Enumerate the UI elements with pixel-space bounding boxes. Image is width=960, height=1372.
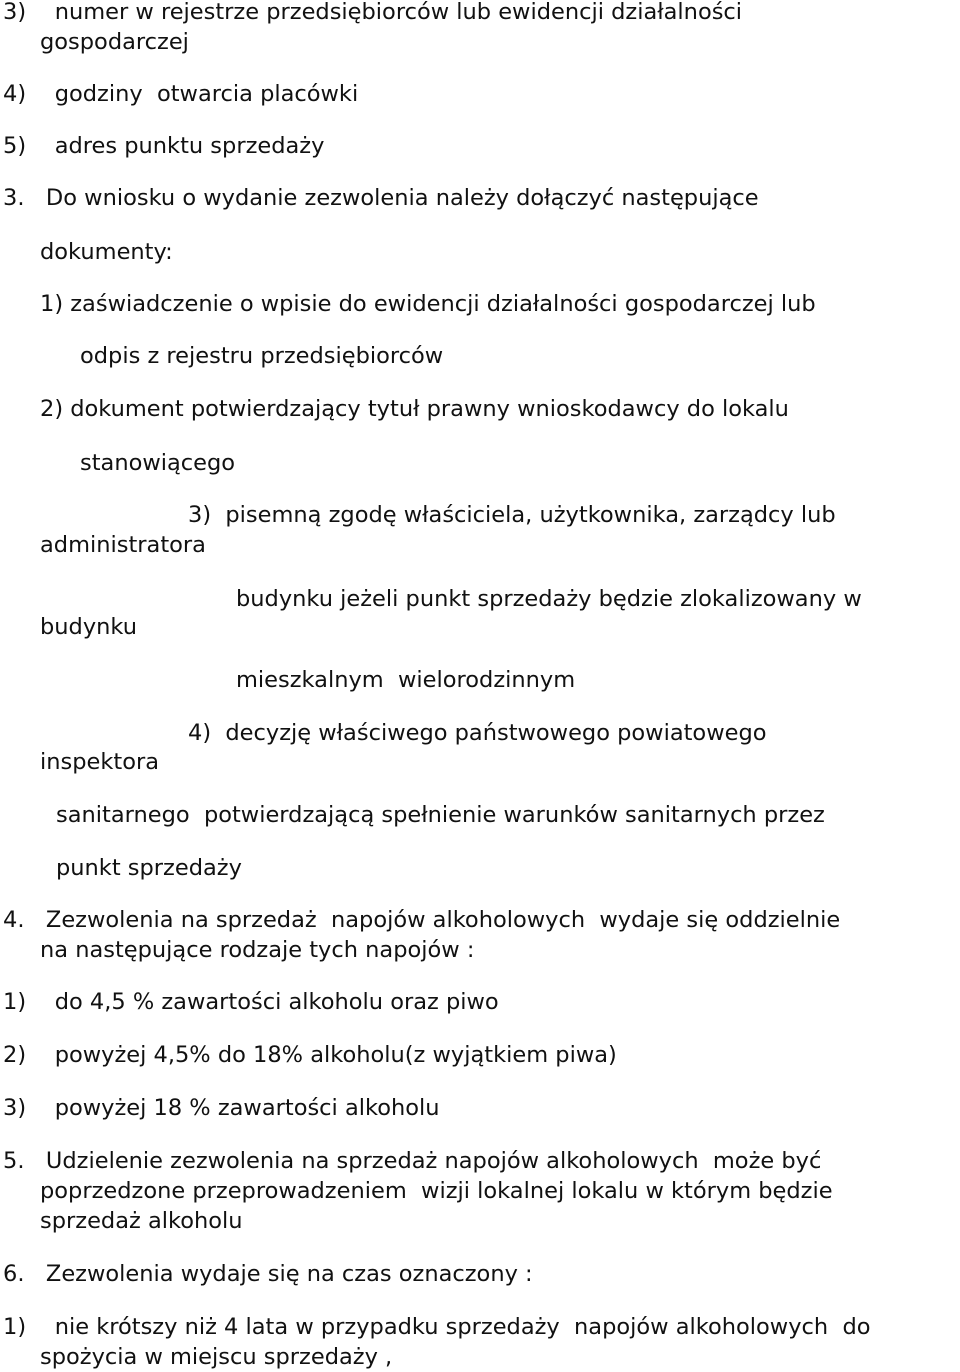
list-item-registry-number: 3) numer w rejestrze przedsiębiorców lub ewidencji działalności	[3, 0, 743, 25]
document-item-3-cont-b: budynku jeżeli punkt sprzedaży będzie zlokalizowany w	[236, 586, 862, 612]
section-3-heading-cont: dokumenty:	[40, 239, 173, 265]
list-item-opening-hours: 4) godziny otwarcia placówki	[3, 81, 359, 107]
document-item-3: 3) pisemną zgodę właściciela, użytkownika, zarządcy lub	[188, 502, 836, 528]
list-item-registry-number-cont: gospodarczej	[40, 29, 189, 55]
document-item-3-cont-c: budynku	[40, 614, 137, 640]
section-5-heading-cont-b: sprzedaż alkoholu	[40, 1208, 243, 1234]
document-item-4-cont-c: punkt sprzedaży	[56, 855, 242, 881]
document-item-3-cont-a: administratora	[40, 532, 206, 558]
section-5-heading-cont-a: poprzedzone przeprowadzeniem wizji lokalnej lokalu w którym będzie	[40, 1178, 833, 1204]
list-item-sale-address: 5) adres punktu sprzedaży	[3, 133, 325, 159]
document-item-2: 2) dokument potwierdzający tytuł prawny wnioskodawcy do lokalu	[40, 396, 789, 422]
section-4-heading-cont: na następujące rodzaje tych napojów :	[40, 937, 475, 963]
term-item-1-cont: spożycia w miejscu sprzedaży ,	[40, 1344, 393, 1370]
alcohol-type-2: 2) powyżej 4,5% do 18% alkoholu(z wyjątkiem piwa)	[3, 1042, 617, 1068]
term-item-1: 1) nie krótszy niż 4 lata w przypadku sprzedaży napojów alkoholowych do	[3, 1314, 871, 1340]
document-item-4-cont-b: sanitarnego potwierdzającą spełnienie warunków sanitarnych przez	[56, 802, 825, 828]
section-5-heading: 5. Udzielenie zezwolenia na sprzedaż napojów alkoholowych może być	[3, 1148, 822, 1174]
alcohol-type-3: 3) powyżej 18 % zawartości alkoholu	[3, 1095, 440, 1121]
section-6-heading: 6. Zezwolenia wydaje się na czas oznaczony :	[3, 1261, 533, 1287]
document-item-1-cont: odpis z rejestru przedsiębiorców	[80, 343, 444, 369]
document-item-3-cont-d: mieszkalnym wielorodzinnym	[236, 667, 576, 693]
section-4-heading: 4. Zezwolenia na sprzedaż napojów alkoholowych wydaje się oddzielnie	[3, 907, 841, 933]
document-item-1: 1) zaświadczenie o wpisie do ewidencji działalności gospodarczej lub	[40, 291, 816, 317]
document-item-4: 4) decyzję właściwego państwowego powiatowego	[188, 720, 767, 746]
document-item-4-cont-a: inspektora	[40, 749, 160, 775]
document-item-2-cont: stanowiącego	[80, 450, 236, 476]
alcohol-type-1: 1) do 4,5 % zawartości alkoholu oraz piwo	[3, 989, 499, 1015]
section-3-heading: 3. Do wniosku o wydanie zezwolenia należy dołączyć następujące	[3, 185, 759, 211]
